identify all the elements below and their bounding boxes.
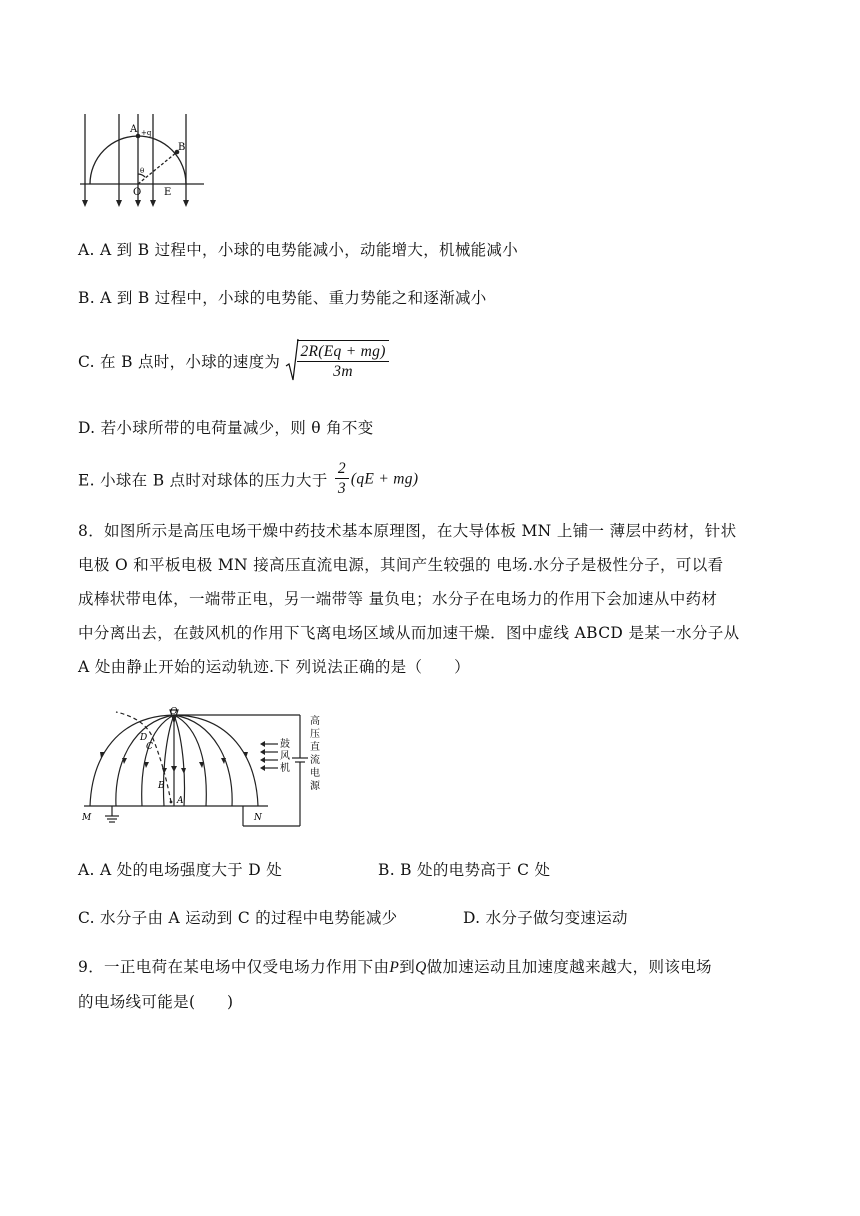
q7-option-c [78, 338, 391, 388]
q9-stem-line-1 [78, 950, 783, 985]
label-source: 流 [310, 755, 320, 766]
label-d: D [140, 733, 148, 743]
label-source: 直 [310, 742, 320, 753]
q8-option-a: A. A 处的电场强度大于 D 处 [78, 861, 283, 879]
hv-drying-figure [78, 706, 338, 828]
q7-option-a: A. A 到 B 过程中，小球的电势能减小，动能增大，机械能减小 [78, 241, 519, 259]
label-c: C [146, 742, 153, 752]
option-e-tail: (qE + mg) [350, 470, 419, 488]
semicircle-field-figure [78, 112, 206, 212]
q8-stem-line: 成棒状带电体，一端带正电，另一端带等 量负电；水分子在电场力的作用下会加速从中药材 [78, 590, 718, 608]
label-source: 电 [310, 768, 320, 779]
label-o: O [133, 187, 142, 198]
label-m: M [82, 813, 92, 823]
q8-option-d: D. 水分子做匀变速运动 [463, 909, 628, 927]
label-a: A [130, 124, 138, 135]
label-o2: O [170, 707, 178, 717]
label-e: E [164, 187, 172, 198]
q9-stem [78, 950, 783, 1019]
q9-point-q: Q [415, 959, 427, 976]
q9-stem-line-2: 的电场线可能是( ) [78, 993, 234, 1011]
label-q: +q [141, 129, 152, 137]
option-c-denominator: 3m [333, 363, 353, 380]
q7-option-b: B. A 到 B 过程中，小球的电势能、重力势能之和逐渐减小 [78, 289, 487, 307]
label-blower: 风 [280, 751, 290, 762]
sqrt-expression [285, 338, 390, 384]
label-source: 压 [310, 729, 320, 740]
q9-text-mid: 到 [399, 958, 416, 976]
option-e-denominator: 3 [337, 480, 346, 497]
q7-option-e [78, 460, 418, 504]
label-blower: 鼓 [280, 739, 290, 750]
q7-option-c-text: C. 在 B 点时，小球的速度为 [78, 353, 281, 371]
label-b: B [178, 142, 186, 153]
label-blower: 机 [280, 763, 290, 774]
option-c-numerator: 2R(Eq + mg) [297, 343, 388, 362]
q8-option-b: B. B 处的电势高于 C 处 [378, 861, 551, 879]
q9-text-pre: 9．一正电荷在某电场中仅受电场力作用下由 [78, 958, 390, 976]
label-source: 源 [310, 781, 320, 792]
q8-stem-line: 8．如图所示是高压电场干燥中药技术基本原理图，在大导体板 MN 上铺一 薄层中药材，针状 [78, 522, 737, 540]
label-source: 高 [310, 716, 320, 727]
label-b2: B [158, 781, 165, 791]
label-n: N [254, 813, 262, 823]
q8-stem [78, 514, 783, 684]
q8-stem-line: A 处由静止开始的运动轨迹.下 列说法正确的是（ ） [78, 658, 470, 676]
option-e-numerator: 2 [335, 460, 349, 479]
q8-option-c: C. 水分子由 A 运动到 C 的过程中电势能减少 [78, 909, 398, 927]
q9-point-p: P [389, 959, 400, 976]
q9-text-post: 做加速运动且加速度越来越大，则该电场 [426, 958, 712, 976]
q7-option-d: D. 若小球所带的电荷量减少，则 θ 角不变 [78, 419, 374, 437]
label-theta: θ [140, 167, 145, 175]
label-a2: A [177, 796, 184, 806]
q7-option-e-text: E. 小球在 B 点时对球体的压力大于 [78, 471, 328, 490]
q8-stem-line: 中分离出去，在鼓风机的作用下飞离电场区域从而加速干燥．图中虚线 ABCD 是某一水分子从 [78, 624, 740, 642]
q8-stem-line: 电极 O 和平板电极 MN 接高压直流电源，其间产生较强的 电场.水分子是极性分子，可以看 [78, 556, 724, 574]
